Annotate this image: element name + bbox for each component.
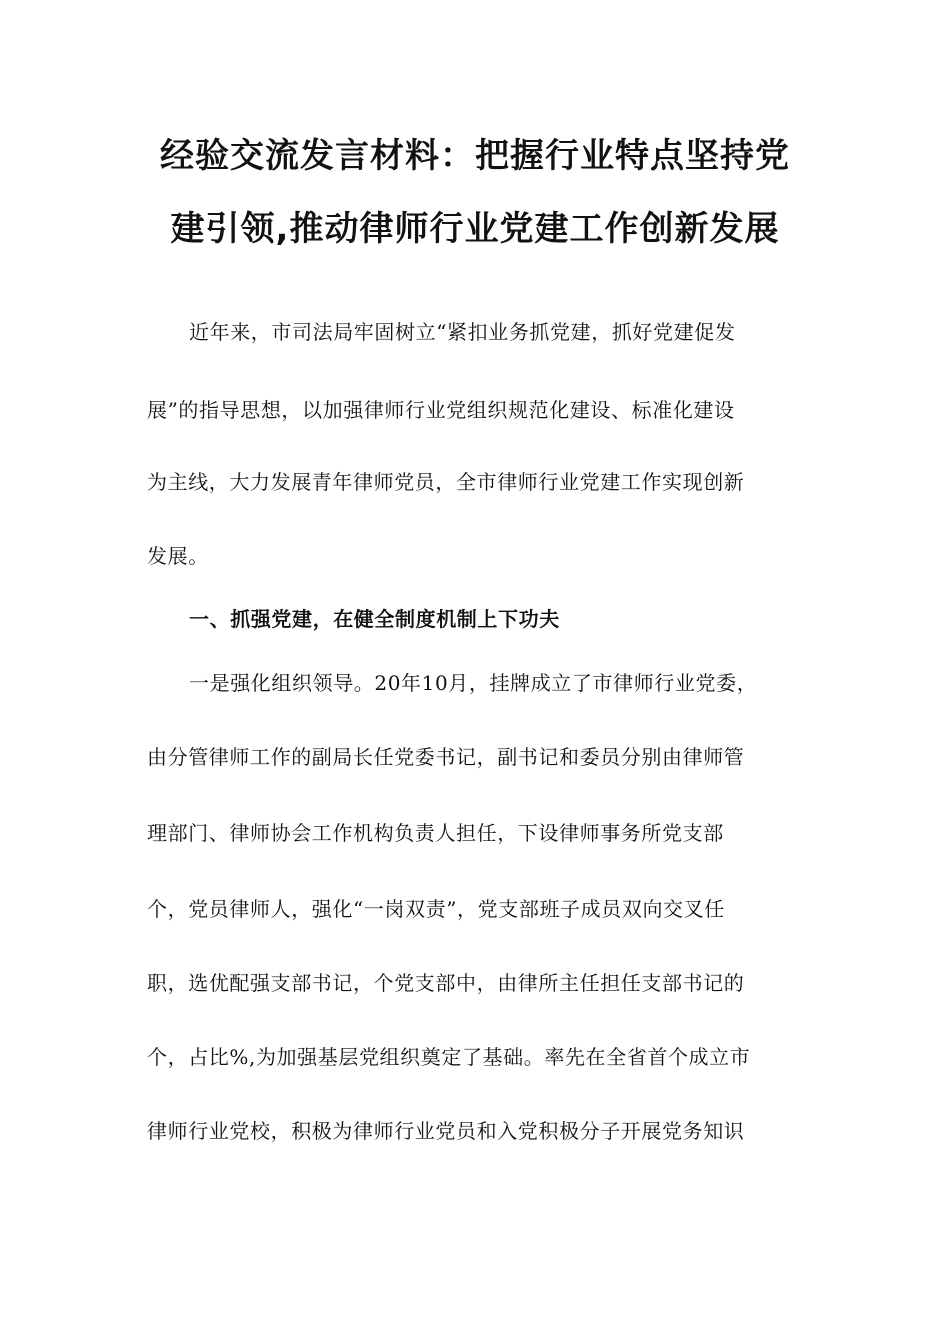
paragraph-line: 一是强化组织领导。20年10月，挂牌成立了市律师行业党委， [189, 671, 758, 695]
document-title-line-1: 经验交流发言材料：把握行业特点坚持党 [160, 136, 790, 176]
paragraph-line: 职，选优配强支部书记，个党支部中，由律所主任担任支部书记的 [147, 971, 745, 995]
paragraph-line: 理部门、律师协会工作机构负责人担任，下设律师事务所党支部 [147, 821, 724, 845]
paragraph-line: 个，占比%,为加强基层党组织奠定了基础。率先在全省首个成立市 [147, 1045, 751, 1069]
paragraph-line: 近年来，市司法局牢固树立“紧扣业务抓党建，抓好党建促发 [189, 320, 736, 344]
section-heading: 一、抓强党建，在健全制度机制上下功夫 [189, 607, 560, 631]
paragraph-line: 为主线，大力发展青年律师党员，全市律师行业党建工作实现创新 [147, 470, 745, 494]
paragraph-line: 发展。 [147, 544, 209, 568]
document-title-line-2: 建引领,推动律师行业党建工作创新发展 [170, 209, 780, 249]
paragraph-line: 展”的指导思想，以加强律师行业党组织规范化建设、标准化建设 [147, 398, 735, 422]
paragraph-line: 个，党员律师人，强化“一岗双责”，党支部班子成员双向交叉任 [147, 897, 725, 921]
paragraph-line: 由分管律师工作的副局长任党委书记，副书记和委员分别由律师管 [147, 745, 745, 769]
paragraph-line: 律师行业党校，积极为律师行业党员和入党积极分子开展党务知识 [147, 1119, 745, 1143]
